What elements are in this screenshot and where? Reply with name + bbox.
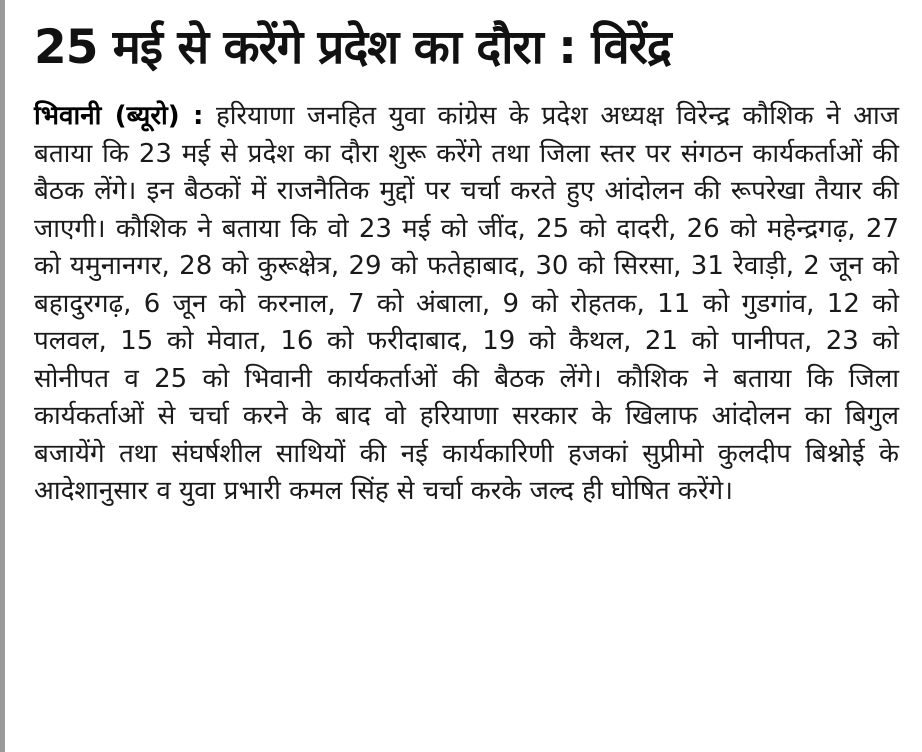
dateline: भिवानी (ब्यूरो) : [34, 101, 204, 131]
left-column-rule [0, 0, 5, 752]
news-clipping [14, 0, 914, 752]
article-text: हरियाणा जनहित युवा कांग्रेस के प्रदेश अध्यक्ष विरेन्द्र कौशिक ने आज बताया कि 23 मई से प्रदेश का दौरा शुरू करेंगे तथा जिला स्तर पर संगठन कार्यकर्ताओं की बैठक लेंगे। इन बैठकों में राजनैतिक मुद्दों पर चर्चा करते हुए आंदोलन की रूपरेखा तैयार की जाएगी। कौशिक ने बताया कि वो 23 मई को जींद, 25 को दादरी, 26 को महेन्द्रगढ़, 27 को यमुनानगर, 28 को कुरूक्षेत्र, 29 को फतेहाबाद, 30 को सिरसा, 31 रेवाड़ी, 2 जून को बहादुरगढ़, 6 जून को करनाल, 7 को अंबाला, 9 को रोहतक, 11 को गुडगांव, 12 को पलवल, 15 को मेवात, 16 को फरीदाबाद, 19 को कैथल, 21 को पानीपत, 23 को सोनीपत व 25 को भिवानी कार्यकर्ताओं की बैठक लेंगे। कौशिक ने बताया कि जिला कार्यकर्ताओं से चर्चा करने के बाद वो हरियाणा सरकार के खिलाफ आंदोलन का बिगुल बजायेंगे तथा संघर्षशील साथियों की नई कार्यकारिणी हजकां सुप्रीमो कुलदीप बिश्नोई के आदेशानुसार व युवा प्रभारी कमल सिंह से चर्चा करके जल्द ही घोषित करेंगे। [34, 101, 899, 506]
headline: 25 मई से करेंगे प्रदेश का दौरा : विरेंद्र [34, 20, 671, 75]
article-body [14, 98, 899, 511]
